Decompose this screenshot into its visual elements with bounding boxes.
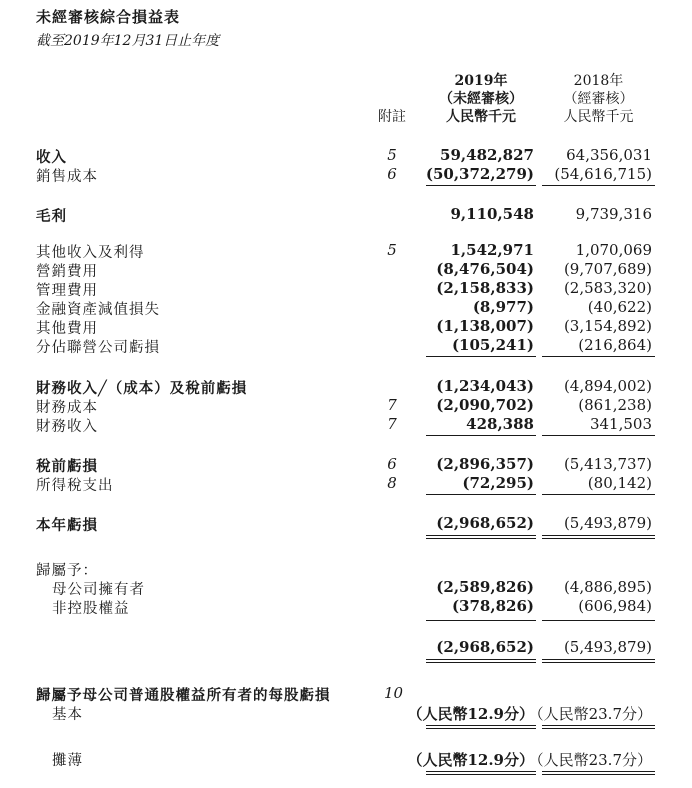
header-2018-year: 2018年 [573,73,624,89]
row-value-2019: (2,896,357) [436,455,534,473]
row-value-2018: (606,984) [578,597,652,615]
row-value-2019: 59,482,827 [440,146,534,164]
row-value-2018: (4,886,895) [563,578,652,596]
total-double-rule [426,535,536,539]
total-double-rule [426,725,536,729]
header-2019-unit: 人民幣千元 [446,109,516,125]
total-double-rule [542,535,655,539]
row-value-2019: (72,295) [462,474,534,492]
row-value-2018: （人民幣23.7分） [528,751,652,769]
row-note: 5 [387,241,397,259]
row-value-2018: (5,413,737) [563,455,652,473]
row-label: 其他費用 [36,321,98,337]
row-value-2018: (4,894,002) [563,377,652,395]
row-value-2018: (216,864) [578,336,652,354]
row-value-2019: (2,968,652) [436,514,534,532]
subtotal-rule [542,620,655,621]
row-value-2019: (1,234,043) [436,377,534,395]
subtotal-rule [426,620,536,621]
row-label: 母公司擁有者 [52,582,145,598]
row-value-2019: (8,977) [472,298,534,316]
total-double-rule [542,725,655,729]
row-note: 5 [387,146,397,164]
row-value-2018: 341,503 [589,415,652,433]
statement-period: 截至2019年12月31日止年度 [36,33,220,49]
row-note: 7 [387,415,397,433]
row-label: 基本 [52,707,83,723]
row-value-2018: 9,739,316 [575,205,652,223]
row-value-2018: (54,616,715) [554,165,652,183]
row-value-2019: (2,968,652) [436,638,534,656]
row-label: 本年虧損 [36,517,98,534]
row-value-2018: (9,707,689) [563,260,652,278]
header-2019-audit-status: （未經審核） [439,91,523,107]
subtotal-rule [426,356,536,357]
subtotal-rule [542,435,655,436]
row-label: 稅前虧損 [36,458,98,475]
row-note: 6 [387,455,397,473]
row-label: 攤薄 [52,753,83,769]
row-value-2019: (2,090,702) [436,396,534,414]
row-value-2019: (105,241) [451,336,534,354]
row-value-2018: (2,583,320) [563,279,652,297]
row-label: 收入 [36,149,67,166]
row-value-2019: (50,372,279) [425,165,534,183]
total-double-rule [542,659,655,663]
row-value-2019: (8,476,504) [436,260,534,278]
row-label: 其他收入及利得 [36,245,145,261]
header-2018-audit-status: （經審核） [563,91,634,107]
row-value-2018: (3,154,892) [563,317,652,335]
total-double-rule [426,659,536,663]
row-note: 6 [387,165,397,183]
row-label: 財務收入╱（成本）及稅前虧損 [36,380,248,397]
subtotal-rule [426,185,536,186]
note-column-header: 附註 [378,109,406,125]
row-label: 銷售成本 [36,169,98,185]
row-label: 金融資產減值損失 [36,302,160,318]
total-double-rule [426,771,536,775]
row-label: 歸屬予母公司普通股權益所有者的每股虧損 [36,687,331,704]
row-value-2018: （人民幣23.7分） [528,705,652,723]
subtotal-rule [542,356,655,357]
row-note: 7 [387,396,397,414]
row-value-2019: 1,542,971 [450,241,534,259]
row-label: 營銷費用 [36,264,98,280]
row-value-2018: (5,493,879) [563,638,652,656]
row-value-2018: 1,070,069 [575,241,652,259]
row-value-2018: (5,493,879) [563,514,652,532]
subtotal-rule [542,185,655,186]
row-note: 10 [384,684,404,702]
header-2018-unit: 人民幣千元 [563,109,634,125]
row-value-2019: （人民幣12.9分） [407,705,534,723]
row-value-2019: (378,826) [451,597,534,615]
row-label: 所得稅支出 [36,478,114,494]
row-label: 財務成本 [36,400,98,416]
subtotal-rule [426,494,536,495]
row-value-2018: (80,142) [587,474,652,492]
row-label: 管理費用 [36,283,98,299]
subtotal-rule [426,435,536,436]
row-value-2018: 64,356,031 [566,146,652,164]
row-value-2019: (1,138,007) [436,317,534,335]
row-value-2018: (861,238) [578,396,652,414]
row-value-2019: 428,388 [466,415,534,433]
row-value-2019: （人民幣12.9分） [407,751,534,769]
header-2019-year: 2019年 [454,73,508,89]
row-value-2019: 9,110,548 [450,205,534,223]
total-double-rule [542,771,655,775]
row-value-2018: (40,622) [587,298,652,316]
row-label: 分佔聯營公司虧損 [36,340,160,356]
row-value-2019: (2,158,833) [436,279,534,297]
row-note: 8 [387,474,397,492]
row-label: 歸屬予： [36,563,98,579]
subtotal-rule [542,494,655,495]
row-value-2019: (2,589,826) [436,578,534,596]
row-label: 毛利 [36,208,67,225]
row-label: 財務收入 [36,419,98,435]
row-label: 非控股權益 [52,601,130,617]
statement-title: 未經審核綜合損益表 [36,8,181,26]
